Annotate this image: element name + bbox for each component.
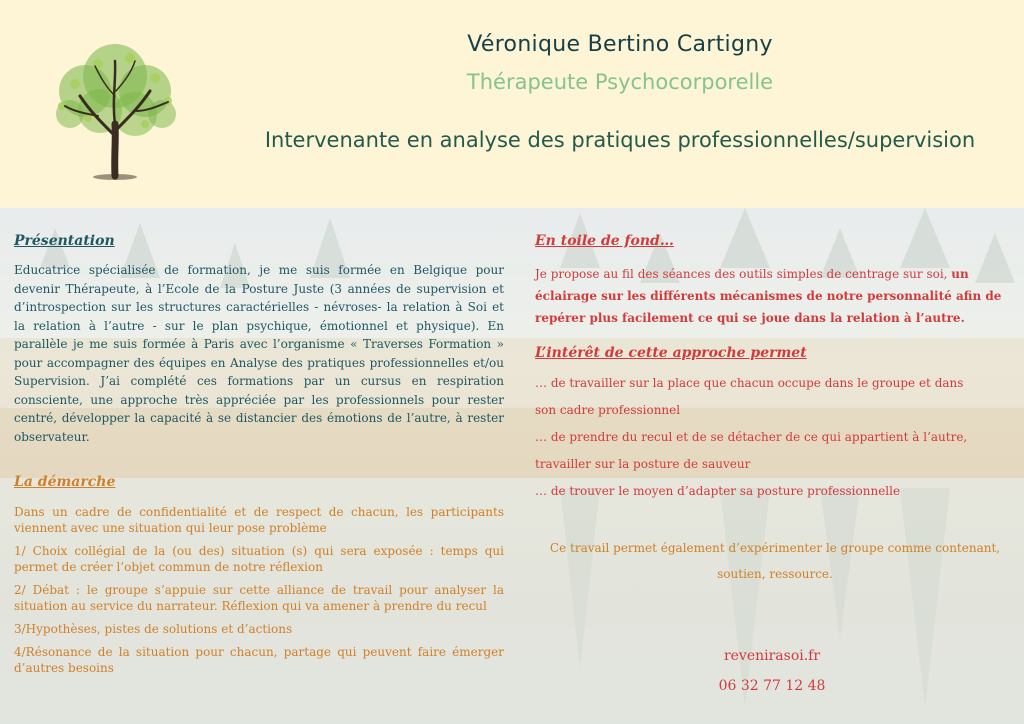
closing-line: soutien, ressource. (717, 567, 833, 581)
phone-number: 06 32 77 12 48 (718, 678, 826, 694)
website-link[interactable]: revenirasoi.fr (723, 648, 821, 664)
tree-logo-icon (40, 36, 190, 181)
therapist-role: Thérapeute Psychocorporelle (466, 70, 774, 94)
interet-line: travailler sur la posture de sauveur (535, 457, 751, 471)
demarche-list (14, 504, 504, 683)
toile-text-bold: un éclairage sur les différents mécanismes de notre personnalité afin de repérer plus facilement ce qui se joue dans la relation à l’autre. (535, 267, 1002, 325)
demarche-item: Dans un cadre de confidentialité et de respect de chacun, les participants viennent avec une situation qui leur pose problème (14, 505, 504, 535)
demarche-item: 3/Hypothèses, pistes de solutions et d’actions (14, 622, 293, 636)
interet-line: … de trouver le moyen d’adapter sa posture professionnelle (535, 484, 901, 498)
page-subtitle: Intervenante en analyse des pratiques professionnelles/supervision (264, 128, 976, 152)
presentation-paragraph: Educatrice spécialisée de formation, je me suis formée en Belgique pour devenir Thérapeute, à l’Ecole de la Posture Juste (3 années de supervision et d’introspection sur les structures caractérielles - névroses- la relation à Soi et la relation à l’autre - sur le plan psychique, émotionnel et physique). En parallèle je me suis formée à Paris avec l’organisme « Traverses Formation » pour accompagner des équipes en Analyse des pratiques professionnelles et/ou Supervision. J’ai complété ces formations par un cursus en respiration consciente, une approche très appréciée par les professionnels pour rester centré, développer la capacité à se distancier des émotions de l’autre, à rester observateur. (14, 263, 504, 444)
header-banner (0, 0, 1024, 208)
interet-title: L’intérêt de cette approche permet (535, 345, 807, 361)
interet-list (535, 370, 1015, 505)
toile-text-plain: Je propose au fil des séances des outils simples de centrage sur soi, (535, 267, 952, 281)
presentation-text (14, 261, 504, 446)
toile-title: En toile de fond… (535, 233, 674, 249)
therapist-name: Véronique Bertino Cartigny (467, 32, 773, 57)
closing-line: Ce travail permet également d’expérimenter le groupe comme contenant, (549, 541, 1001, 555)
closing-text (535, 535, 1015, 587)
demarche-item: 4/Résonance de la situation pour chacun, partage qui peuvent faire émerger d’autres besoins (14, 645, 504, 675)
presentation-title: Présentation (14, 233, 115, 249)
interet-line: son cadre professionnel (535, 403, 681, 417)
demarche-title: La démarche (14, 474, 116, 490)
toile-text (535, 263, 1015, 329)
demarche-item: 1/ Choix collégial de la (ou des) situation (s) qui sera exposée : temps qui permet de créer l’objet commun de notre réflexion (14, 544, 504, 574)
interet-line: … de prendre du recul et de se détacher de ce qui appartient à l’autre, (535, 430, 968, 444)
content-area (0, 208, 1024, 724)
interet-line: … de travailler sur la place que chacun occupe dans le groupe et dans (535, 376, 964, 390)
demarche-item: 2/ Débat : le groupe s’appuie sur cette alliance de travail pour analyser la situation au service du narrateur. Réflexion qui va amener à prendre du recul (14, 583, 504, 613)
